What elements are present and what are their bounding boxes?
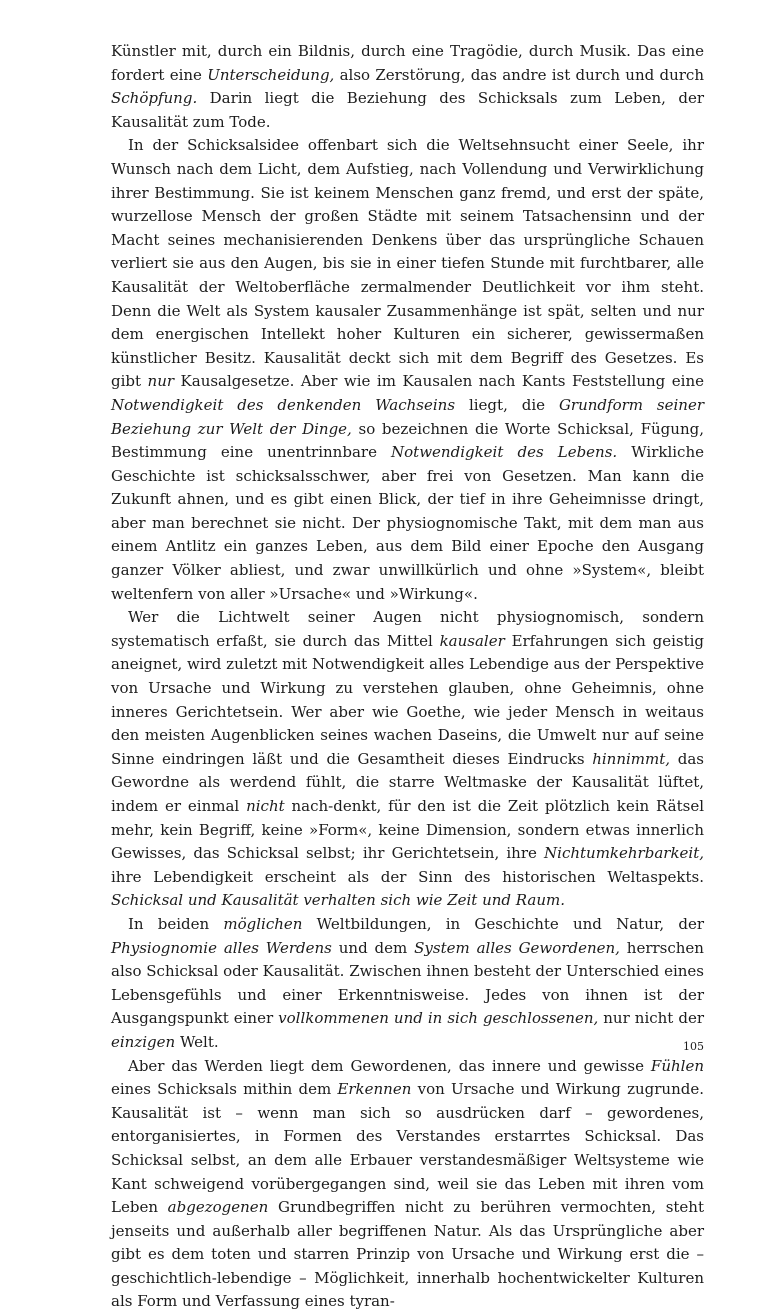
- text-run: liegt, die: [455, 395, 559, 414]
- text-run: und dem: [331, 938, 415, 957]
- text-run: das Gewordne als werdend fühlt, die starre Weltmaske der Kausalität lüftet, indem er einmal: [111, 749, 704, 815]
- italic-phrase: nur: [147, 372, 175, 391]
- text-run: Welt.: [175, 1032, 219, 1051]
- paragraph-5: [111, 1055, 704, 1314]
- paragraph-4: [111, 913, 704, 1055]
- italic-phrase: Erkennen: [337, 1080, 412, 1099]
- italic-phrase: Notwendigkeit des denkenden Wachseins: [111, 395, 456, 414]
- text-run: In der Schicksalsidee offenbart sich die Weltsehnsucht einer Seele, ihr Wunsch nach dem Licht, dem Aufstieg, nach Vollendung und Verwirklichung ihrer Bestimmung. Sie ist keinem Menschen ganz fremd, und erst der späte, wurzellose Mensch der großen Städte mit seinem Tatsachensinn und der Macht seines mechanisierenden Denkens über das ursprüngliche Schauen verliert sie aus den Augen, bis sie in einer tiefen Stunde mit furchtbarer, alle Kausalität der Weltoberfläche zermalmender Deutlichkeit vor ihm steht. Denn die Welt als System kausaler Zusammenhänge ist spät, selten und nur dem energischen Intellekt hoher Kulturen ein sicherer, gewissermaßen künstlicher Besitz. Kausalität deckt sich mit dem Begriff des Gesetzes. Es gibt: [111, 136, 704, 391]
- text-run: ihre Lebendigkeit erscheint als der Sinn des historischen Weltaspekts.: [111, 867, 704, 886]
- text-run: Erfahrungen sich geistig aneignet, wird zuletzt mit Notwendigkeit alles Lebendige aus der Perspektive von Ursache und Wirkung zu verstehen glauben, ohne Geheimnis, ohne inneres Gerichtetsein. Wer aber wie Goethe, wie jeder Mensch in weitaus den meisten Augenblicken seines wachen Daseins, die Umwelt nur auf seine Sinne eindringen läßt und die Gesamtheit dieses Eindrucks: [111, 631, 704, 768]
- italic-phrase: kausaler: [439, 631, 505, 650]
- text-run: Aber das Werden liegt dem Gewordenen, das innere und gewisse: [128, 1056, 651, 1075]
- text-run: Wirkliche Geschichte ist schicksalsschwer, aber frei von Gesetzen. Man kann die Zukunft ahnen, und es gibt einen Blick, der tief in ihre Geheimnisse dringt, aber man berechnet sie nicht. Der physiognomische Takt, mit dem man aus einem Antlitz ein ganzes Leben, aus dem Bild einer Epoche den Ausgang ganzer Völker abliest, und zwar unwillkürlich und ohne »System«, bleibt weltenfern von aller »Ursache« und »Wirkung«.: [111, 443, 704, 603]
- italic-phrase: hinnimmt,: [592, 749, 671, 768]
- text-run: Künstler mit, durch ein Bildnis, durch eine Tragödie, durch Musik. Das eine fordert eine: [111, 42, 704, 84]
- italic-phrase: möglichen: [223, 914, 303, 933]
- text-run: Weltbildungen, in Geschichte und Natur, der: [302, 914, 704, 933]
- italic-phrase: Notwendigkeit des Lebens.: [391, 443, 618, 462]
- italic-phrase: Fühlen: [650, 1056, 704, 1075]
- text-run: Grundbegriffen nicht zu berühren vermochten, steht jenseits und außerhalb aller begriffenen Natur. Als das Ursprüngliche aber gibt es dem toten und starren Prinzip von Ursache und Wirkung erst die – geschichtlich-lebendige – Möglichkeit, innerhalb hochentwickelter Kulturen als Form und Verfassung eines tyran-: [111, 1198, 704, 1311]
- text-run: Kausalgesetze. Aber wie im Kausalen nach Kants Feststellung eine: [174, 372, 704, 391]
- text-run: eines Schicksals mithin dem: [111, 1080, 338, 1099]
- page-number: 105: [683, 1040, 704, 1053]
- text-run: so bezeichnen die Worte Schicksal, Fügung, Bestimmung eine unentrinnbare: [111, 419, 704, 462]
- italic-phrase: System alles Gewordenen,: [414, 938, 620, 957]
- italic-phrase: Physiognomie alles Werdens: [111, 938, 332, 957]
- italic-phrase: Nichtumkehrbarkeit,: [544, 844, 704, 863]
- text-run: Wer die Lichtwelt seiner Augen nicht physiognomisch, sondern systematisch erfaßt, sie durch das Mittel: [111, 608, 704, 650]
- text-run: nach-denkt, für den ist die Zeit plötzlich kein Rätsel mehr, kein Begriff, keine »Form«, keine Dimension, sondern etwas innerlich Gewisses, das Schicksal selbst; ihr Gerichtetsein, ihre: [111, 797, 705, 863]
- italic-phrase: nicht: [246, 797, 285, 815]
- italic-phrase: Schicksal und Kausalität verhalten sich wie Zeit und Raum.: [111, 891, 566, 910]
- paragraph-1: [111, 40, 704, 134]
- text-run: herrschen also Schicksal oder Kausalität. Zwischen ihnen besteht der Unterschied eines Lebensgefühls und einer Erkenntnisweise. Jedes von ihnen ist der Ausgangspunkt einer: [111, 938, 704, 1028]
- text-run: In beiden: [128, 914, 224, 933]
- italic-phrase: einzigen: [111, 1032, 176, 1051]
- italic-phrase: Grundform seiner Beziehung zur Welt der Dinge,: [111, 395, 705, 438]
- text-run: Darin liegt die Beziehung des Schicksals zum Leben, der Kausalität zum Tode.: [111, 89, 704, 131]
- italic-phrase: Unterscheidung,: [207, 65, 335, 84]
- text-run: also Zerstörung, das andre ist durch und durch: [334, 65, 704, 84]
- text-run: nur nicht der: [598, 1009, 705, 1028]
- italic-phrase: abgezogenen: [167, 1198, 269, 1217]
- italic-phrase: vollkommenen und in sich geschlossenen,: [278, 1009, 599, 1028]
- page-body: [111, 40, 704, 1314]
- paragraph-2: [111, 134, 704, 606]
- paragraph-3: [111, 606, 704, 913]
- italic-phrase: Schöpfung.: [111, 89, 198, 108]
- text-run: von Ursache und Wirkung zugrunde. Kausalität ist – wenn man sich so ausdrücken darf – gewordenes, entorganisiertes, in Formen des Verstandes erstarrtes Schicksal. Das Schicksal selbst, an dem alle Erbauer verstandesmäßiger Weltsysteme wie Kant schweigend vorübergegangen sind, weil sie das Leben mit ihren vom Leben: [111, 1080, 704, 1217]
